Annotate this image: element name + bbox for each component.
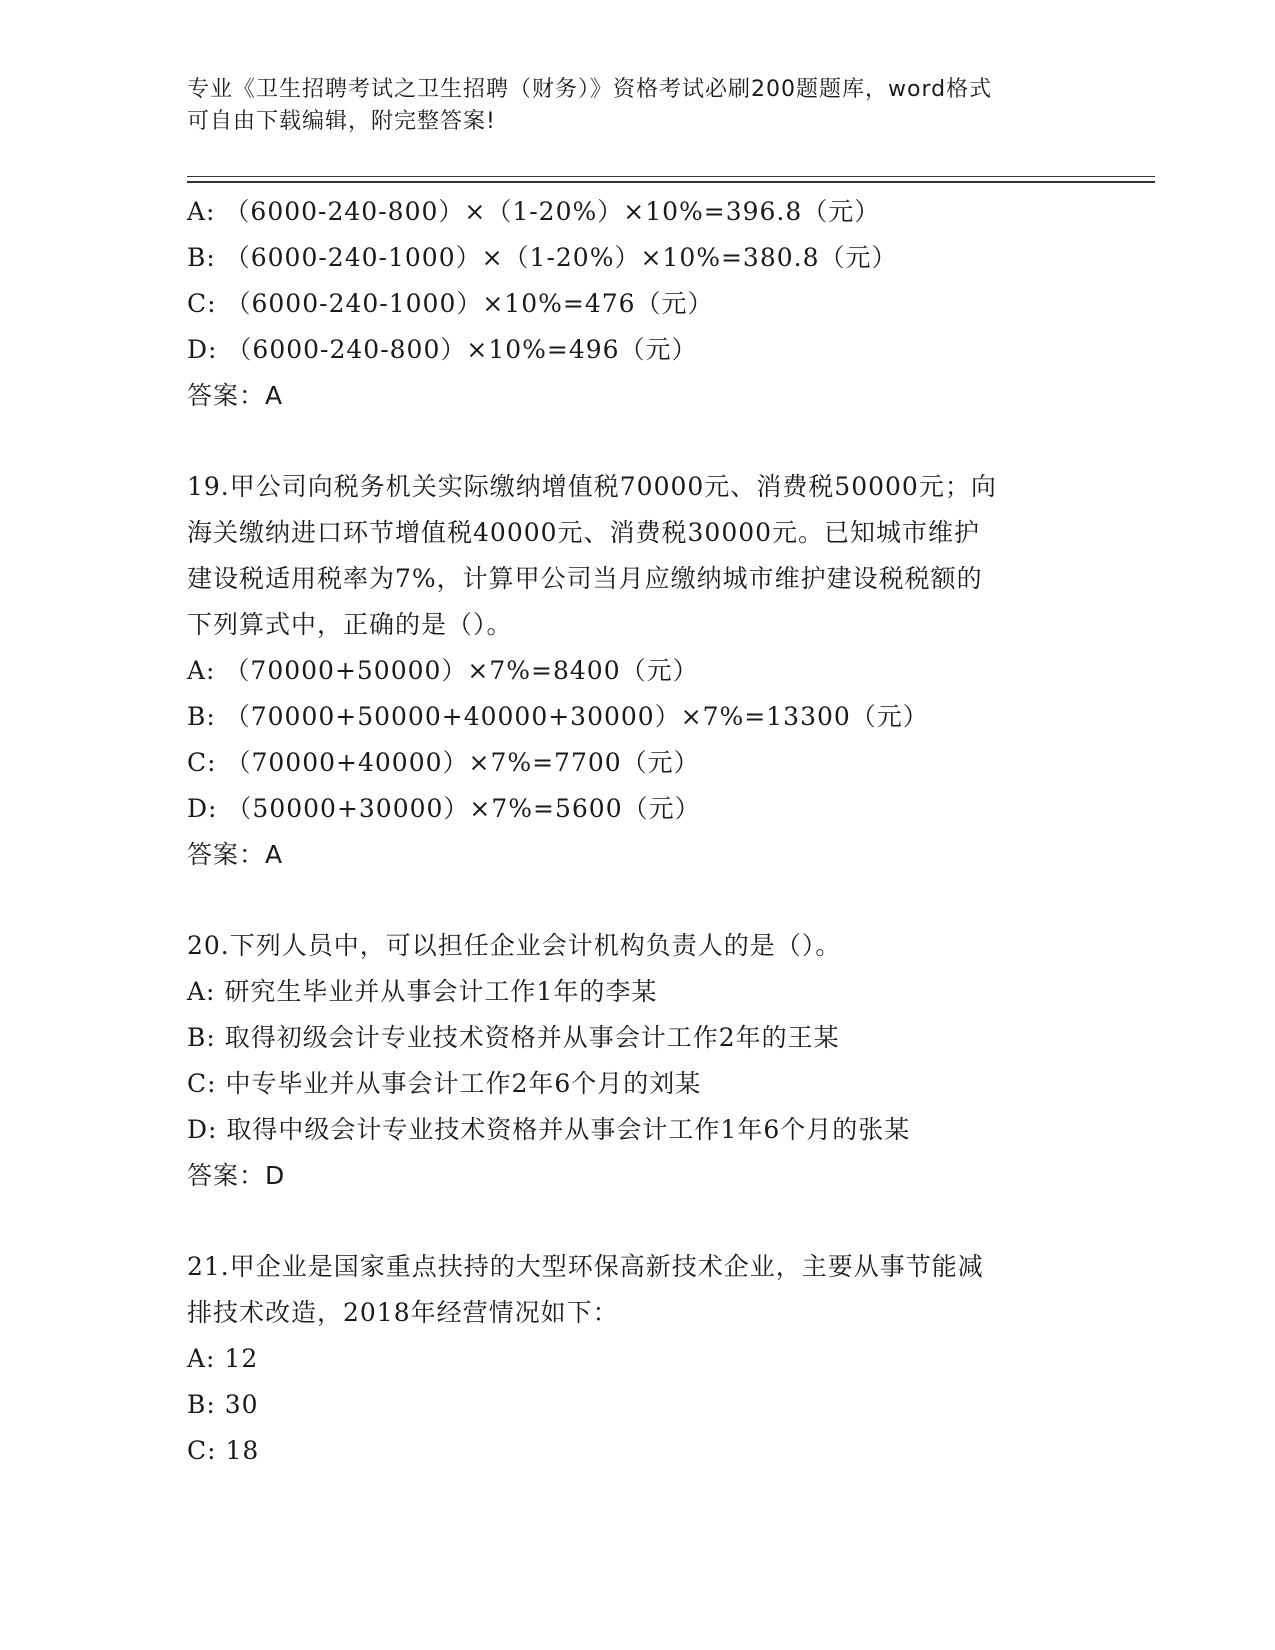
option-d: D: （50000+30000）×7%=5600（元） (187, 794, 701, 823)
option-a: A: 研究生毕业并从事会计工作1年的李某 (187, 977, 658, 1006)
option-c: C: 中专毕业并从事会计工作2年6个月的刘某 (187, 1069, 702, 1098)
question-18 (187, 189, 1087, 419)
option-b: B: （70000+50000+40000+30000）×7%=13300（元） (187, 702, 929, 731)
answer: 答案：A (187, 840, 284, 869)
question-20 (187, 923, 1087, 1199)
document-body (187, 189, 1087, 1474)
question-21 (187, 1244, 1087, 1474)
question-stem-line: 20.下列人员中，可以担任企业会计机构负责人的是（）。 (187, 931, 842, 960)
header-line-2: 可自由下载编辑，附完整答案! (187, 109, 496, 134)
header-line-1: 专业《卫生招聘考试之卫生招聘（财务）》资格考试必刷200题题库，word格式 (187, 77, 993, 102)
header-divider-thick (187, 181, 1155, 183)
question-stem-line: 21.甲企业是国家重点扶持的大型环保高新技术企业，主要从事节能减 (187, 1252, 984, 1281)
question-stem-line: 建设税适用税率为7%，计算甲公司当月应缴纳城市维护建设税税额的 (187, 564, 983, 593)
option-d: D: （6000-240-800）×10%=496（元） (187, 335, 698, 364)
option-c: C: （6000-240-1000）×10%=476（元） (187, 289, 714, 318)
option-a: A: 12 (187, 1344, 259, 1373)
option-c: C: 18 (187, 1436, 260, 1465)
document-header (187, 74, 1087, 138)
option-b: B: 取得初级会计专业技术资格并从事会计工作2年的王某 (187, 1023, 840, 1052)
question-19 (187, 464, 1087, 878)
answer: 答案：D (187, 1161, 286, 1190)
question-stem-line: 下列算式中，正确的是（）。 (187, 610, 513, 639)
option-d: D: 取得中级会计专业技术资格并从事会计工作1年6个月的张某 (187, 1115, 911, 1144)
header-divider-thin (187, 176, 1155, 177)
question-stem-line: 海关缴纳进口环节增值税40000元、消费税30000元。已知城市维护 (187, 518, 981, 547)
question-stem-line: 排技术改造，2018年经营情况如下： (187, 1298, 619, 1327)
option-a: A: （6000-240-800）×（1-20%）×10%=396.8（元） (187, 197, 881, 226)
option-a: A: （70000+50000）×7%=8400（元） (187, 656, 699, 685)
question-stem-line: 19.甲公司向税务机关实际缴纳增值税70000元、消费税50000元；向 (187, 472, 997, 501)
option-b: B: （6000-240-1000）×（1-20%）×10%=380.8（元） (187, 243, 898, 272)
option-b: B: 30 (187, 1390, 259, 1419)
answer: 答案：A (187, 381, 284, 410)
option-c: C: （70000+40000）×7%=7700（元） (187, 748, 700, 777)
